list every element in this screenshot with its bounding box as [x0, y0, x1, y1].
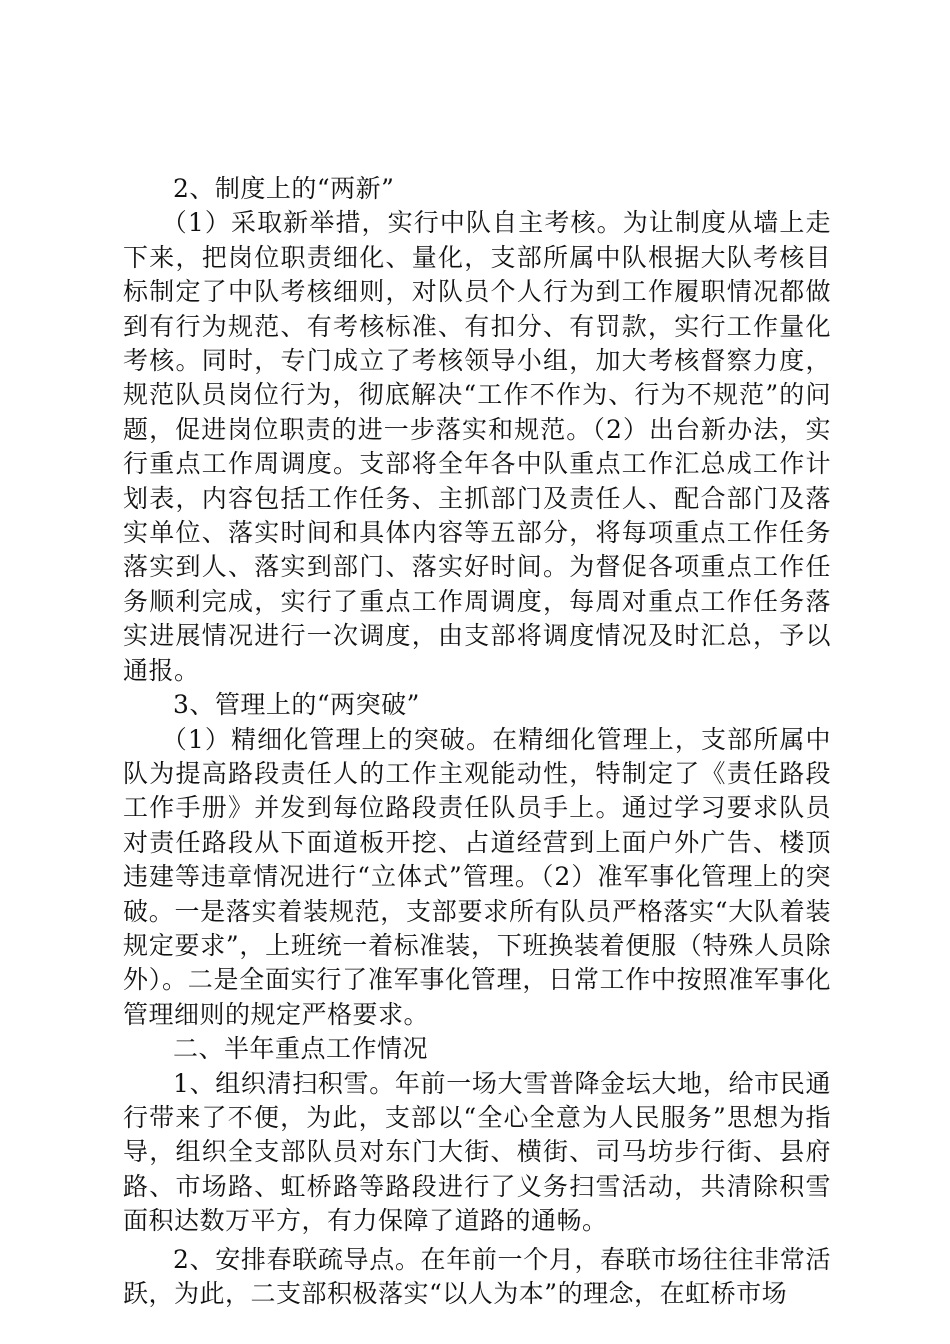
paragraph-couplet-market: 2、安排春联疏导点。在年前一个月，春联市场往往非常活跃，为此，二支部积极落实“以人为本”的理念，在虹桥市场: [123, 1244, 831, 1308]
paragraph-institution-body: （1）采取新举措，实行中队自主考核。为让制度从墙上走下来，把岗位职责细化、量化，支部所属中队根据大队考核目标制定了中队考核细则，对队员个人行为到工作履职情况都做到有行为规范、有考核标准、有扣分、有罚款，实行工作量化考核。同时，专门成立了考核领导小组，加大考核督察力度，规范队员岗位行为，彻底解决“工作不作为、行为不规范”的问题，促进岗位职责的进一步落实和规范。（2）出台新办法，实行重点工作周调度。支部将全年各中队重点工作汇总成工作计划表，内容包括工作任务、主抓部门及责任人、配合部门及落实单位、落实时间和具体内容等五部分，将每项重点工作任务落实到人、落实到部门、落实好时间。为督促各项重点工作任务顺利完成，实行了重点工作周调度，每周对重点工作任务落实进展情况进行一次调度，由支部将调度情况及时汇总，予以通报。: [123, 208, 831, 685]
heading-half-year-work: 二、半年重点工作情况: [173, 1034, 429, 1064]
document-page: [123, 172, 831, 1311]
heading-institution: 2、制度上的“两新”: [173, 174, 395, 203]
heading-management: 3、管理上的“两突破”: [173, 690, 420, 720]
paragraph-snow-clearing: 1、组织清扫积雪。年前一场大雪普降金坛大地，给市民通行带来了不便，为此，支部以“全心全意为人民服务”思想为指导，组织全支部队员对东门大街、横街、司马坊步行街、县府路、市场路、虹桥路等路段进行了义务扫雪活动，共清除积雪面积达数万平方，有力保障了道路的通畅。: [123, 1068, 831, 1236]
paragraph-management-body: （1）精细化管理上的突破。在精细化管理上，支部所属中队为提高路段责任人的工作主观能动性，特制定了《责任路段工作手册》并发到每位路段责任队员手上。通过学习要求队员对责任路段从下面道板开挖、占道经营到上面户外广告、楼顶违建等违章情况进行“立体式”管理。（2）准军事化管理上的突破。一是落实着装规范，支部要求所有队员严格落实“大队着装规定要求”，上班统一着标准装，下班换装着便服（特殊人员除外）。二是全面实行了准军事化管理，日常工作中按照准军事化管理细则的规定严格要求。: [123, 724, 831, 1029]
